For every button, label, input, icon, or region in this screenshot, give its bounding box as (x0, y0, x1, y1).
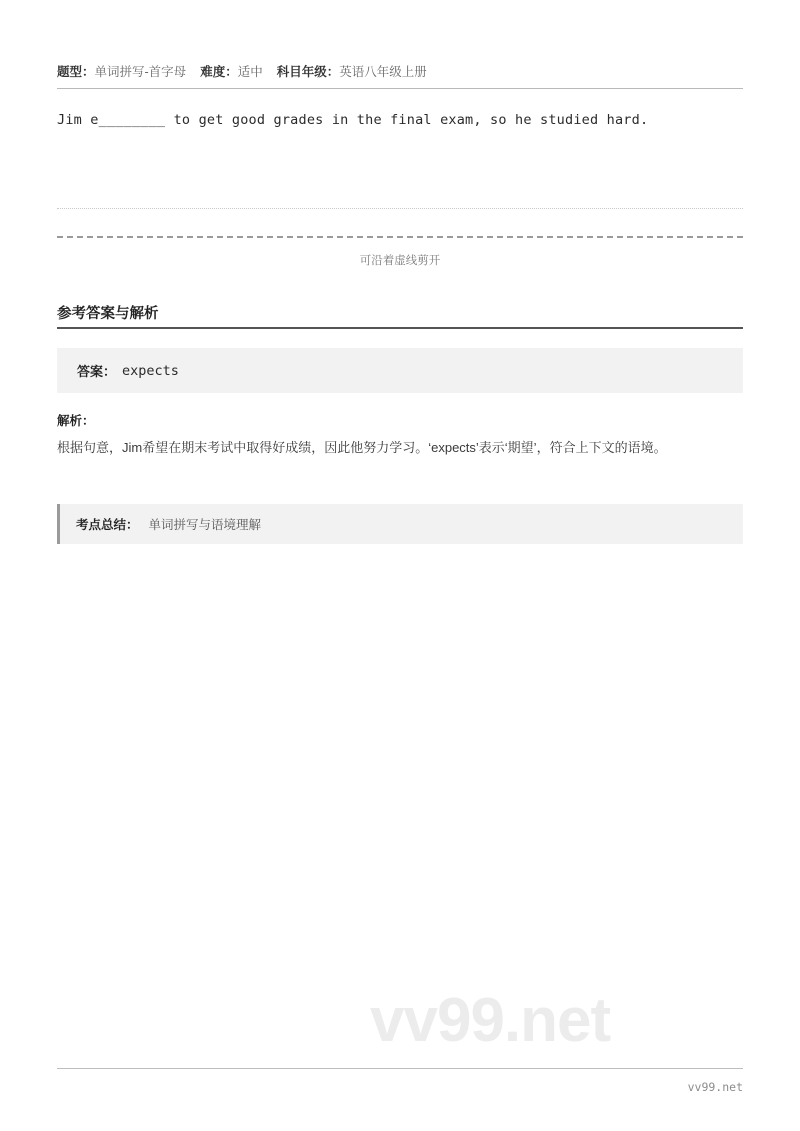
key-point-summary-box (57, 504, 743, 544)
analysis-label: 解析： (57, 414, 95, 428)
meta-difficulty-label: 难度： (200, 65, 238, 79)
dotted-divider (57, 208, 743, 209)
cut-line (57, 236, 743, 238)
meta-type-value: 单词拼写-首字母 (94, 65, 187, 79)
analysis-text: 根据句意，Jim希望在期末考试中取得好成绩，因此他努力学习。‘expects’表示‘期望’，符合上下文的语境。 (57, 440, 667, 455)
cut-hint-label: 可沿着虚线剪开 (359, 255, 441, 267)
answer-section-title: 参考答案与解析 (57, 306, 159, 322)
answer-box (57, 348, 743, 393)
meta-difficulty-value: 适中 (237, 65, 263, 79)
key-point-label: 考点总结： (76, 518, 139, 532)
watermark-text: vv99.net (370, 986, 611, 1055)
header-divider (57, 88, 743, 89)
question-meta-row (57, 62, 743, 80)
answer-value: expects (122, 362, 179, 379)
meta-subject-label: 科目年级： (276, 65, 340, 79)
answer-section-divider (57, 327, 743, 329)
question-text: Jim e________ to get good grades in the final exam, so he studied hard. (57, 112, 649, 128)
footer-divider (57, 1068, 743, 1069)
footer-site-label: vv99.net (687, 1080, 743, 1094)
meta-type-label: 题型： (57, 65, 95, 79)
answer-label: 答案： (77, 364, 117, 379)
meta-subject-value: 英语八年级上册 (339, 65, 427, 79)
key-point-value: 单词拼写与语境理解 (148, 518, 262, 532)
